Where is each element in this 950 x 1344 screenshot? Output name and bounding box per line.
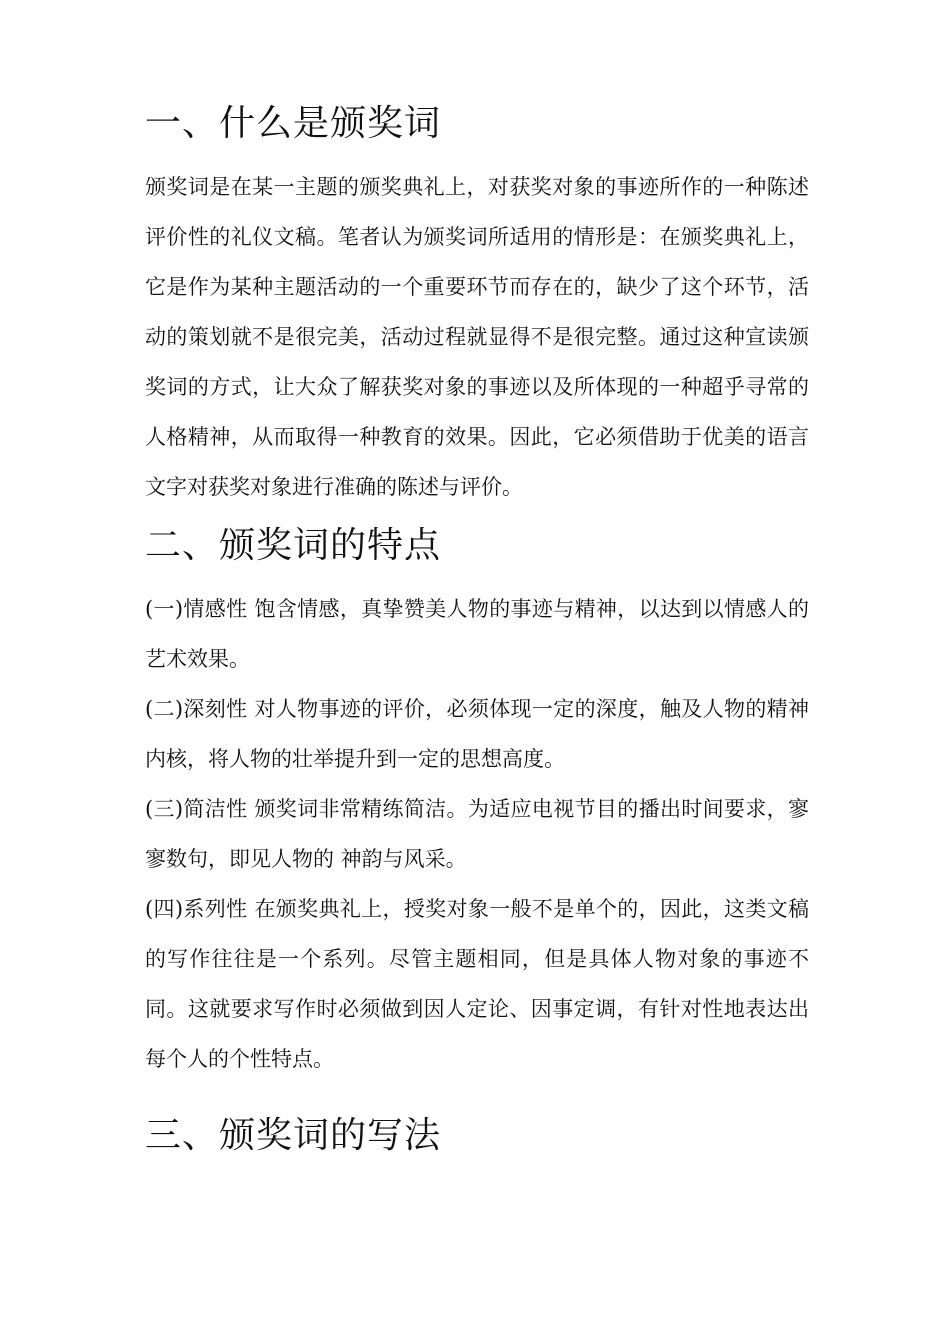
feature-item-series: (四)系列性 在颁奖典礼上，授奖对象一般不是单个的，因此，这类文稿的写作往往是一个系列。尽管主题相同，但是具体人物对象的事迹不同。这就要求写作时必须做到因人定论、因事定调，有针对性地表达出每个人的个性特点。 (145, 897, 809, 1071)
section-heading-features: 二、颁奖词的特点 (145, 525, 442, 566)
section-heading-writing: 三、颁奖词的写法 (145, 1115, 442, 1156)
feature-item-profound: (二)深刻性 对人物事迹的评价，必须体现一定的深度，触及人物的精神内核，将人物的壮举提升到一定的思想高度。 (145, 697, 809, 771)
feature-item-emotional: (一)情感性 饱含情感，真挚赞美人物的事迹与精神，以达到以情感人的艺术效果。 (145, 597, 809, 671)
section-heading-what-is: 一、什么是颁奖词 (145, 103, 442, 144)
feature-item-concise: (三)简洁性 颁奖词非常精练简洁。为适应电视节目的播出时间要求，寥寥数句，即见人物的 神韵与风采。 (145, 797, 809, 871)
definition-paragraph: 颁奖词是在某一主题的颁奖典礼上，对获奖对象的事迹所作的一种陈述评价性的礼仪文稿。笔者认为颁奖词所适用的情形是：在颁奖典礼上，它是作为某种主题活动的一个重要环节而存在的，缺少了这个环节，活动的策划就不是很完美，活动过程就显得不是很完整。通过这种宣读颁奖词的方式，让大众了解获奖对象的事迹以及所体现的一种超乎寻常的人格精神，从而取得一种教育的效果。因此，它必须借助于优美的语言文字对获奖对象进行准确的陈述与评价。 (145, 175, 809, 499)
document-content (145, 96, 809, 1164)
feature-list (145, 584, 809, 1084)
